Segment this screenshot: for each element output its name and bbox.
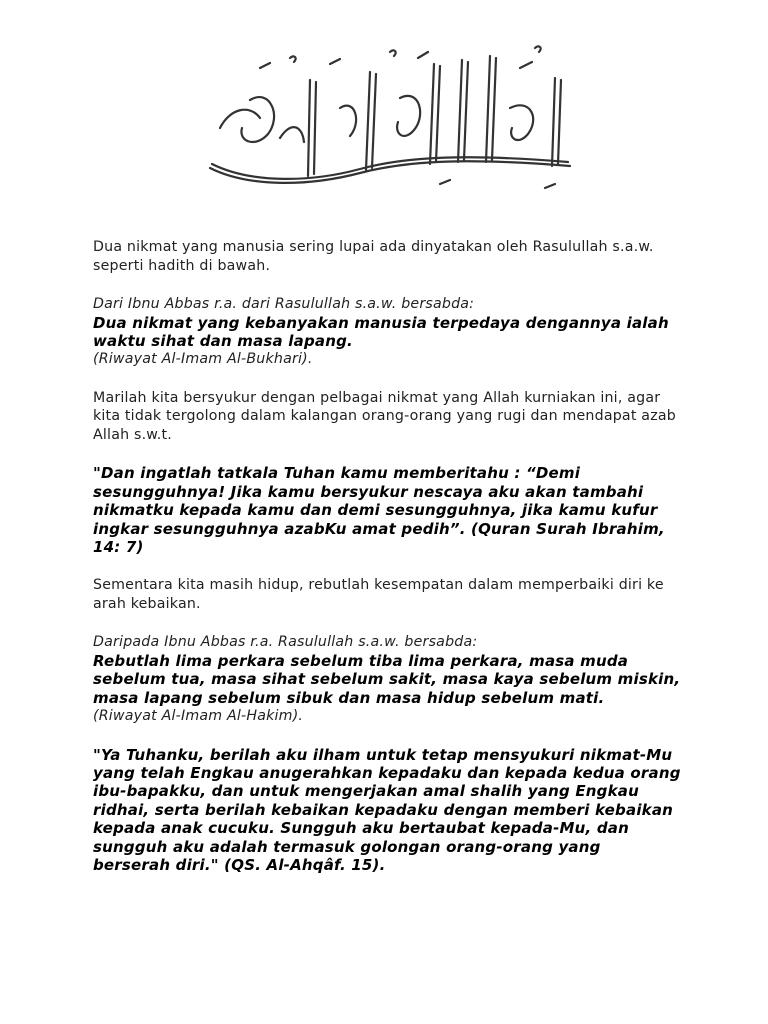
hadith-2-source: (Riwayat Al-Imam Al-Hakim). [93, 708, 304, 725]
intro-paragraph: Dua nikmat yang manusia sering lupai ada dinyatakan oleh Rasulullah s.a.w. seperti hadith di bawah. [93, 239, 654, 274]
quran-quote-ibrahim: "Dan ingatlah tatkala Tuhan kamu memberitahu : “Demi sesungguhnya! Jika kamu bersyukur nescaya aku akan tambahi nikmatku kepada kamu dan demi sesungguhnya, jika kamu kufur ingkar sesungguhnya azabKu amat pedih”. (Quran Surah Ibrahim, 14: 7) [93, 464, 665, 556]
hadith-1-intro: Dari Ibnu Abbas r.a. dari Rasulullah s.a.w. bersabda: [93, 296, 475, 312]
opportunity-paragraph: Sementara kita masih hidup, rebutlah kesempatan dalam memperbaiki diri ke arah kebaikan. [93, 577, 664, 612]
quran-quote-ahqaf: "Ya Tuhanku, berilah aku ilham untuk tetap mensyukuri nikmat-Mu yang telah Engkau anugerahkan kepadaku dan kepada kedua orang ibu-bapakku, dan untuk mengerjakan amal shalih yang Engkau ridhai, serta berilah kebaikan kepadaku dengan memberi kebaikan kepada anak cucuku. Sungguh aku bertaubat kepada-Mu, dan sungguh aku adalah termasuk golongan orang-orang yang berserah diri." (QS. Al-Ahqâf. 15). [93, 745, 681, 874]
hadith-2-text: Rebutlah lima perkara sebelum tiba lima perkara, masa muda sebelum tua, masa sihat sebelum sakit, masa kaya sebelum miskin, masa lapang sebelum sibuk dan masa hidup sebelum mati. [93, 651, 681, 707]
hadith-1-text: Dua nikmat yang kebanyakan manusia terpedaya dengannya ialah waktu sihat dan masa lapang. [93, 313, 669, 350]
calligraphy-image [190, 38, 590, 198]
bismillah-calligraphy [190, 38, 590, 198]
hadith-1-source: (Riwayat Al-Imam Al-Bukhari). [93, 351, 313, 368]
article-body [93, 238, 683, 874]
hadith-2-intro: Daripada Ibnu Abbas r.a. Rasulullah s.a.w. bersabda: [93, 634, 478, 651]
gratitude-paragraph: Marilah kita bersyukur dengan pelbagai nikmat yang Allah kurniakan ini, agar kita tidak tergolong dalam kalangan orang-orang yang rugi dan mendapat azab Allah s.w.t. [93, 389, 676, 443]
